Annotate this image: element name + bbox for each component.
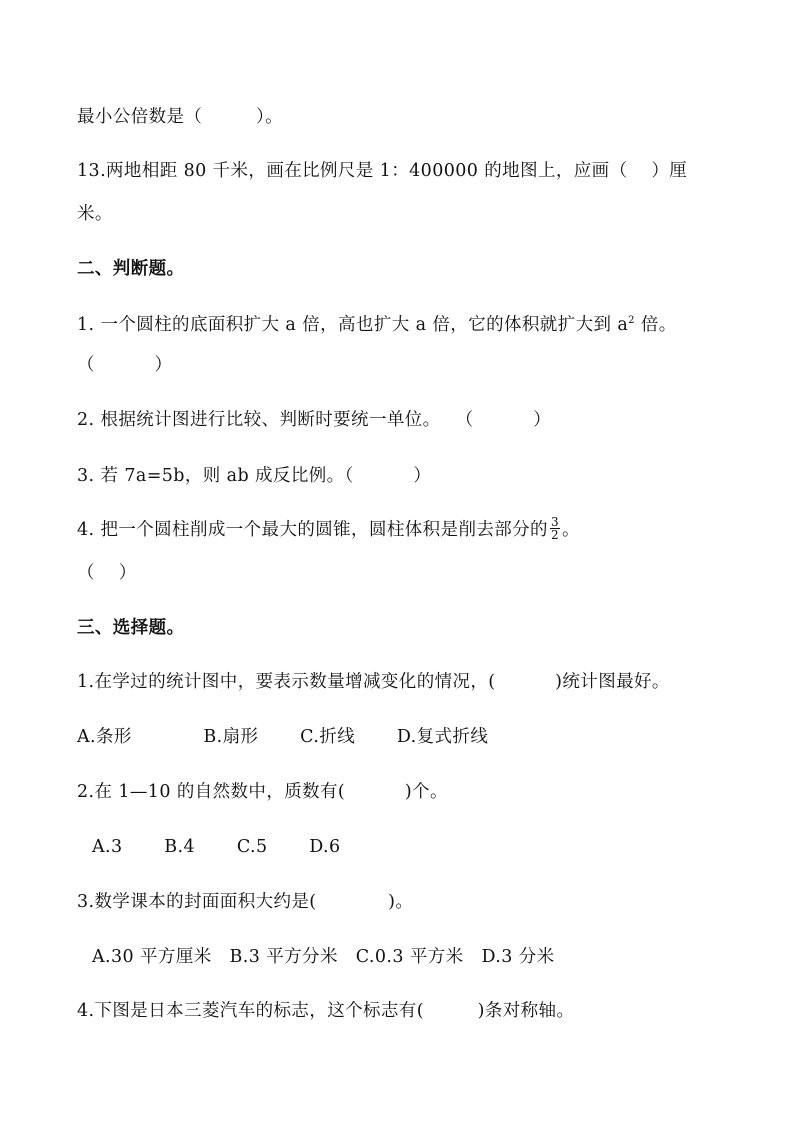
judge-q4-text: 4. 把一个圆柱削成一个最大的圆锥，圆柱体积是削去部分的 xyxy=(77,520,548,540)
fraction-denominator: 2 xyxy=(550,528,560,542)
choice-question-1: 1.在学过的统计图中，要表示数量增减变化的情况，( )统计图最好。 xyxy=(77,672,670,692)
fraction-three-halves xyxy=(550,516,560,541)
choice-q3-options: A.30 平方厘米 B.3 平方分米 C.0.3 平方米 D.3 分米 xyxy=(92,947,555,967)
judge-question-2: 2. 根据统计图进行比较、判断时要统一单位。 （ ） xyxy=(77,410,552,430)
judge-q4-text-end: 。 xyxy=(562,520,580,540)
judge-q1-text-end: 倍。 xyxy=(634,315,677,335)
choice-q1-options: A.条形 B.扇形 C.折线 D.复式折线 xyxy=(77,727,489,747)
q12-continuation: 最小公倍数是（ ）。 xyxy=(77,107,284,127)
judge-question-3: 3. 若 7a=5b，则 ab 成反比例。（ ） xyxy=(77,466,432,486)
fraction-numerator: 3 xyxy=(550,515,560,529)
question-13: 13.两地相距 80 千米，画在比例尺是 1：400000 的地图上，应画（ ）厘 xyxy=(77,161,688,181)
choice-question-4: 4.下图是日本三菱汽车的标志，这个标志有( )条对称轴。 xyxy=(77,1001,575,1021)
judge-question-1 xyxy=(77,314,677,336)
section-heading-choice: 三、选择题。 xyxy=(77,618,185,638)
judge-q1-superscript: 2 xyxy=(628,315,635,327)
choice-question-3: 3.数学课本的封面面积大约是( )。 xyxy=(77,892,414,912)
question-13-continuation: 米。 xyxy=(77,204,113,224)
judge-q1-answer-blank: （ ） xyxy=(77,355,173,375)
judge-q1-text: 1. 一个圆柱的底面积扩大 a 倍，高也扩大 a 倍，它的体积就扩大到 a xyxy=(77,315,629,335)
judge-question-4 xyxy=(77,515,580,543)
choice-q2-options: A.3 B.4 C.5 D.6 xyxy=(92,837,341,857)
choice-question-2: 2.在 1—10 的自然数中，质数有( )个。 xyxy=(77,782,448,802)
section-heading-judgement: 二、判断题。 xyxy=(77,259,185,279)
judge-q4-answer-blank: （ ） xyxy=(77,563,137,583)
